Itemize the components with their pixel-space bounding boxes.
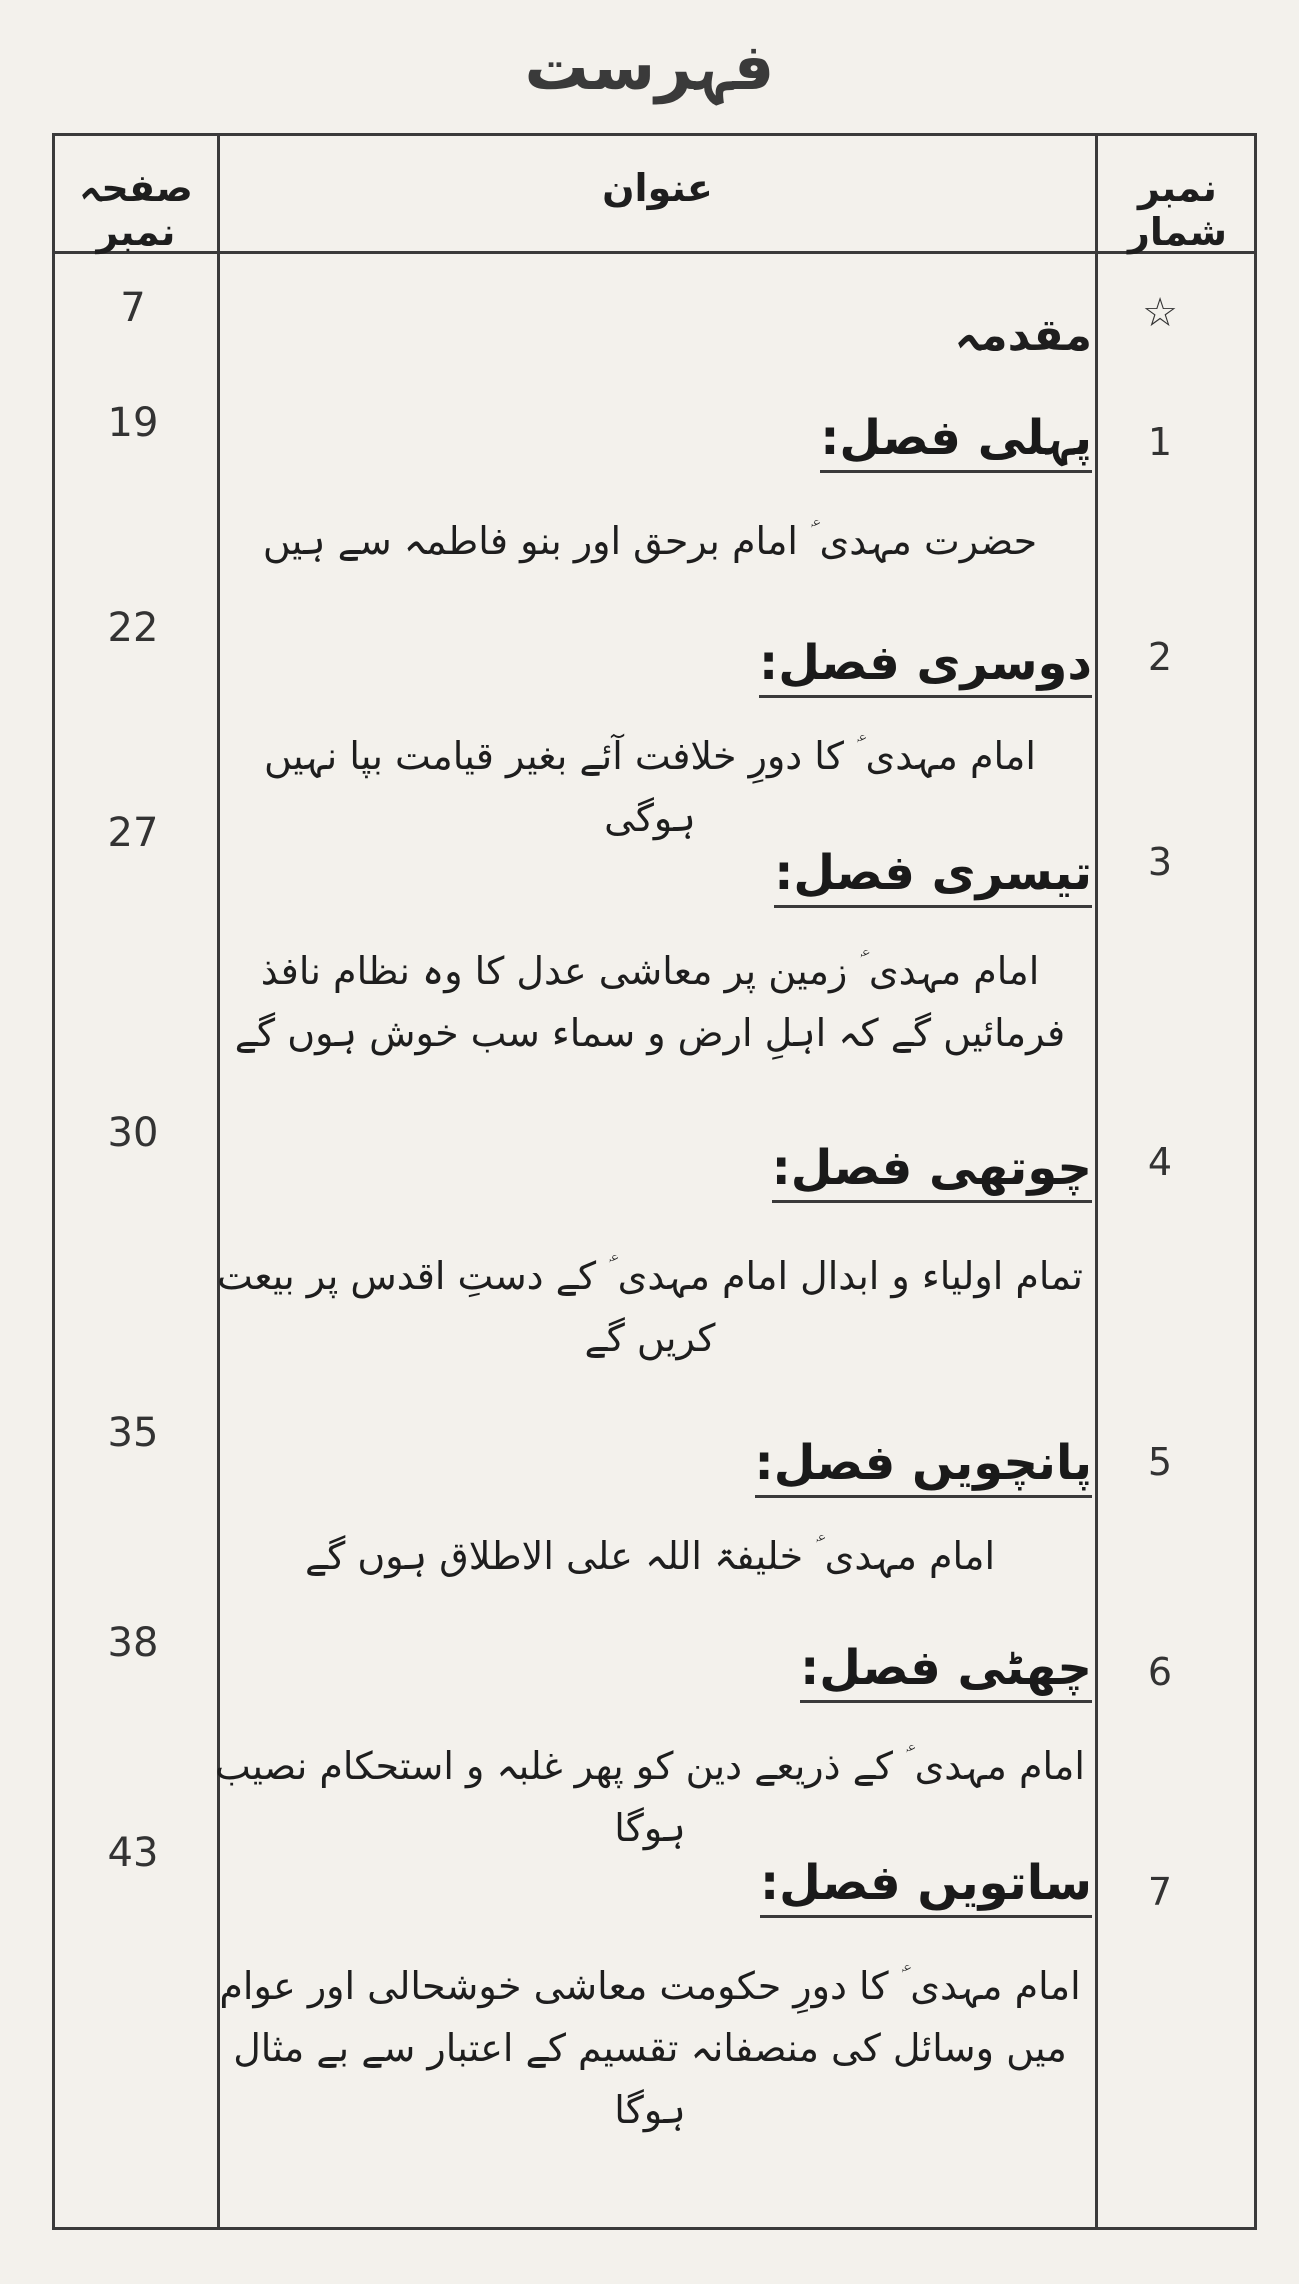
page-number: 35 bbox=[107, 1410, 159, 1456]
chapter-heading[interactable]: چوتھی فصل: bbox=[772, 1140, 1092, 1203]
column-divider bbox=[1095, 136, 1098, 2227]
header-title: عنوان bbox=[602, 166, 713, 210]
chapter-description: حضرت مہدی ؑ امام برحق اور بنو فاطمہ سے ہیں bbox=[262, 519, 1038, 563]
page-number: 30 bbox=[107, 1110, 159, 1156]
chapter-description: امام مہدی ؑ زمین پر معاشی عدل کا وہ نظام نافذ فرمائیں گے کہ اہلِ ارض و سماء سب خوش ہوں گے bbox=[234, 949, 1066, 1055]
toc-entry-intro[interactable]: مقدمہ bbox=[954, 310, 1092, 361]
chapter-heading[interactable]: پانچویں فصل: bbox=[755, 1435, 1092, 1498]
chapter-heading[interactable]: پہلی فصل: bbox=[820, 410, 1092, 473]
chapter-description: امام مہدی ؑ کا دورِ خلافت آئے بغیر قیامت بپا نہیں ہوگی bbox=[264, 734, 1036, 840]
chapter-description: تمام اولیاء و ابدال امام مہدی ؑ کے دستِ اقدس پر بیعت کریں گے bbox=[217, 1254, 1083, 1360]
header-serial-number: نمبر شمار bbox=[1128, 166, 1227, 254]
page-number: 43 bbox=[107, 1830, 159, 1876]
header-page-number: صفحہ نمبر bbox=[79, 166, 193, 254]
column-divider bbox=[217, 136, 220, 2227]
header-divider bbox=[55, 251, 1254, 254]
page-number: 7 bbox=[120, 285, 146, 331]
serial-number: 5 bbox=[1147, 1440, 1173, 1484]
page-number: 19 bbox=[107, 400, 159, 446]
page-number: 27 bbox=[107, 810, 159, 856]
page-title: فہرست bbox=[524, 31, 775, 105]
serial-star-icon: ☆ bbox=[1142, 290, 1178, 336]
chapter-heading[interactable]: چھٹی فصل: bbox=[800, 1640, 1092, 1703]
serial-number: 2 bbox=[1147, 635, 1173, 679]
serial-number: 6 bbox=[1147, 1650, 1173, 1694]
serial-number: 7 bbox=[1147, 1870, 1173, 1914]
page-number: 22 bbox=[107, 605, 159, 651]
chapter-description: امام مہدی ؑ کے ذریعے دین کو پھر غلبہ و استحکام نصیب ہوگا bbox=[215, 1744, 1085, 1850]
chapter-heading[interactable]: تیسری فصل: bbox=[774, 845, 1092, 908]
serial-number: 4 bbox=[1147, 1140, 1173, 1184]
chapter-description: امام مہدی ؑ خلیفۃ اللہ علی الاطلاق ہوں گے bbox=[304, 1534, 996, 1578]
chapter-heading[interactable]: دوسری فصل: bbox=[759, 635, 1092, 698]
page-number: 38 bbox=[107, 1620, 159, 1666]
serial-number: 1 bbox=[1147, 420, 1173, 464]
serial-number: 3 bbox=[1147, 840, 1173, 884]
chapter-heading[interactable]: ساتویں فصل: bbox=[760, 1855, 1092, 1918]
chapter-description: امام مہدی ؑ کا دورِ حکومت معاشی خوشحالی اور عوام میں وسائل کی منصفانہ تقسیم کے اعتبار سے بے مثال ہوگا bbox=[219, 1964, 1081, 2132]
